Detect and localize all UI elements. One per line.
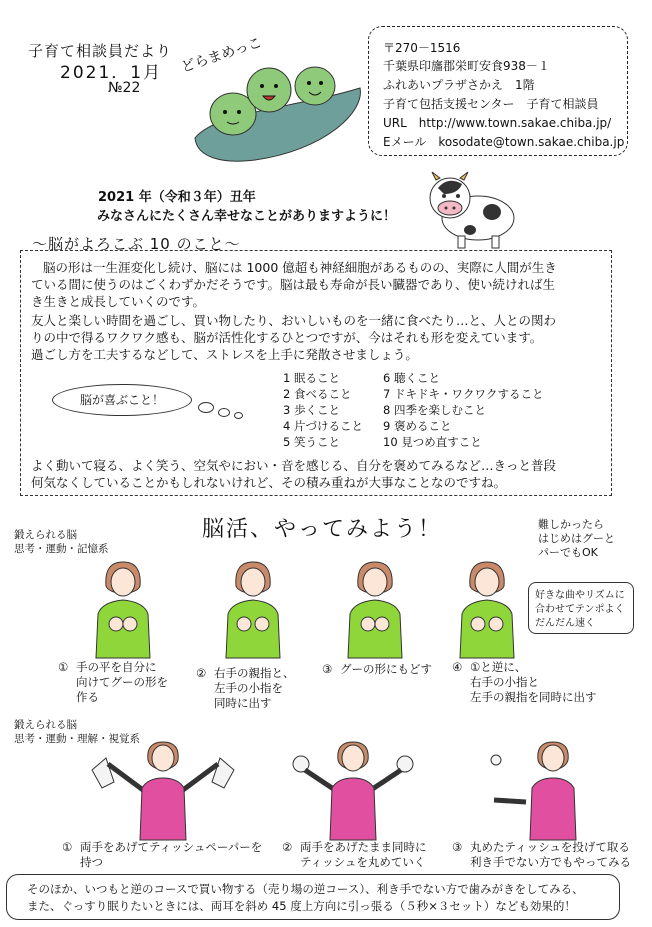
list-item: 5 笑うこと [283,435,340,449]
building-name: ふれあいプラザさかえ 1階 [383,78,535,92]
exercise-figure-4 [452,558,522,658]
step-text: 右手の小指と [470,675,539,689]
step-number: ④ [452,660,463,674]
closing-line: よく動いて寝る、よく笑う、空気やにおい・音を感じる、自分を褒めてみるなど…きっと普段 [31,458,557,473]
step-caption [452,840,631,870]
step-number: ② [282,840,293,854]
intro-line: き生きと成長していくのです。 [31,294,206,309]
exercise-figure-3 [340,558,410,658]
list-item: 6 聴くこと [383,371,440,385]
tempo-line: 合わせてテンポよく [535,604,625,615]
social-line: 過ごし方を工夫するなどして、ストレスを上手に発散させましょう。 [31,347,418,362]
trained-areas: 思考・運動・記憶系 [14,543,109,555]
step-text: 利き手でない方でもやってみる [470,855,631,869]
bean-center [247,68,291,112]
hint-note [538,518,648,560]
extra-tips-box [6,874,620,920]
list-item: 3 歩くこと [283,403,340,417]
step-number: ② [196,666,207,680]
step-text: グーの形にもどす [340,662,432,676]
step-text: ①と逆に、 [470,660,527,674]
intro-paragraph [31,259,603,310]
list-item: 2 食べること [283,387,352,401]
section-title: ～脳がよろこぶ 10 のこと～ [32,235,241,253]
bubble-dot [218,408,230,417]
newsletter-title: 子育て相談員だより [28,42,173,60]
tissue-figure-2 [283,742,423,840]
extra-tip-line: また、ぐっすり眠りたいときには、両耳を斜め 45 度上方向に引っ張る（５秒×３セット）なども効果的！ [27,899,576,913]
bubble-dot [234,412,243,419]
bean-mascot-illustration [175,20,375,175]
closing-line: 何気なくしていることかもしれないけれど、その積み重ねが大事なことなのですね。 [31,475,507,490]
intro-line: 脳の形は一生涯変化し続け、脳には 1000 億超も神経細胞があるものの、実際に人間が生き [43,260,557,275]
step-caption [452,660,597,705]
step-text: 左手の小指を [214,681,283,695]
step-text: 両手をあげたまま同時に [300,840,427,854]
tissue-figure-1 [88,742,238,840]
list-item: 8 四季を楽しむこと [383,403,486,417]
trained-brain-label-1 [6,528,109,556]
step-caption [282,840,427,870]
list-item: 10 見つめ直すこと [383,435,482,449]
step-caption [322,662,432,677]
tempo-line: 好きな曲やリズムに [535,590,625,601]
step-text: 両手をあげてティッシュペーパーを [80,840,263,854]
step-number: ① [62,840,73,854]
step-text: 丸めたティッシュを投げて取る [470,840,630,854]
list-item: 9 褒めること [383,419,452,433]
step-number: ③ [322,662,333,676]
street-address: 千葉県印旛郡栄町安食938－１ [383,59,550,73]
step-text: 向けてグーの形を [76,675,168,689]
step-text: 左手の親指を同時に出す [470,690,597,704]
social-line: りの中で得るワクワク感も、脳が活性化するひとつですが、今はそれも形を変えています。 [31,330,543,345]
email-link[interactable]: Eメール kosodate@town.sakae.chiba.jp [383,135,625,149]
issue-date: 2021．1月 [60,63,163,83]
bean-right [295,67,335,105]
tempo-line: だんだん速く [535,618,595,629]
postal-code: 〒270－1516 [383,41,461,55]
bubble-dot [198,402,214,413]
list-item: 1 眠ること [283,371,340,385]
cow-illustration [420,168,520,252]
thought-bubble: 脳が喜ぶこと！ [52,384,192,416]
step-number: ③ [452,840,463,854]
social-line: 友人と楽しい時間を過ごし、買い物したり、おいしいものを一緒に食べたり…と、人との関わ [31,313,557,328]
step-text: 作る [76,690,99,704]
step-text: 右手の親指と、 [214,666,295,680]
brain-tips-box [20,250,612,496]
list-item: 4 片づけること [283,419,363,433]
new-year-wish: みなさんにたくさん幸せなことがありますように！ [97,209,397,224]
organization-name: 子育て包括支援センター 子育て相談員 [383,97,599,111]
exercise-figure-1 [88,558,158,658]
activity-title: 脳活、やってみよう！ [202,517,443,542]
intro-line: ている間に使うのはごくわずかだそうです。脳は最も寿命が長い臓器であり、使い続ければ生 [31,277,556,292]
trained-heading: 鍛えられる脳 [14,719,77,731]
step-caption [196,666,295,711]
extra-tip-line: そのほか、いつもと逆のコースで買い物する（売り場の逆コース）、利き手でない方で歯みがきをしてみる、 [27,882,584,896]
hint-line: はじめはグーと [538,532,615,545]
website-link[interactable]: URL http://www.town.sakae.chiba.jp/ [383,116,612,130]
closing-paragraph [31,457,603,491]
step-number: ① [58,660,69,674]
mascot-caption: どらまめっこ [179,34,265,76]
list-item: 7 ドキドキ・ワクワクすること [383,387,544,401]
issue-number: №22 [108,80,141,96]
step-text: 持つ [80,855,103,869]
tissue-figure-3 [486,742,596,840]
trained-heading: 鍛えられる脳 [14,529,77,541]
step-text: ティッシュを丸めていく [300,855,426,869]
social-paragraph [31,312,603,363]
year-greeting: 2021 年（令和３年）丑年 [98,190,256,205]
step-caption [58,660,168,705]
step-caption [62,840,262,870]
hint-line: パーでもOK [538,546,598,559]
step-text: 手の平を自分に [76,660,157,674]
hint-line: 難しかったら [538,518,604,531]
trained-areas: 思考・運動・理解・視覚系 [14,733,140,745]
tempo-note-box [528,582,634,634]
step-text: 同時に出す [214,696,272,710]
exercise-figure-2 [218,558,288,658]
contact-info-box [368,26,628,156]
